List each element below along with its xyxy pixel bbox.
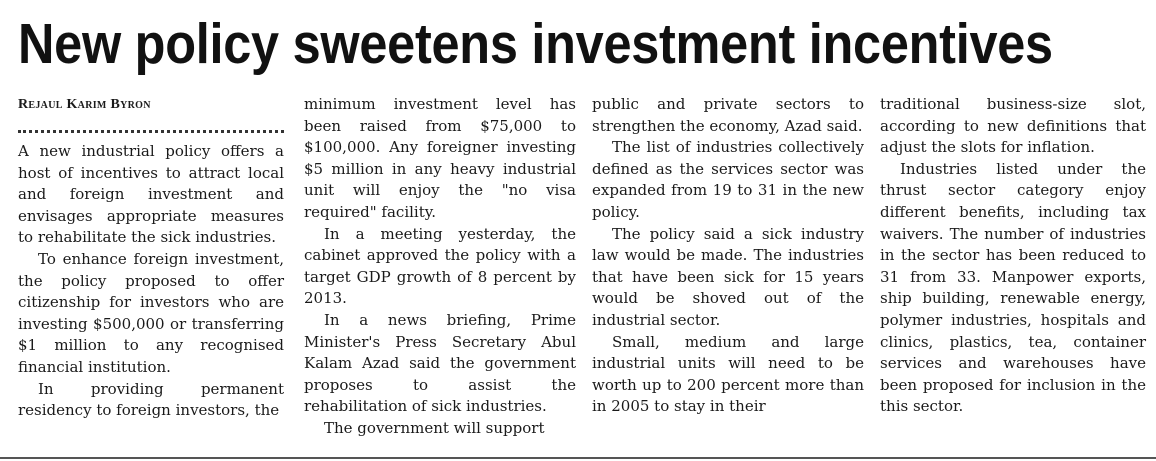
article-column-1 <box>18 141 284 422</box>
paragraph: A new industrial policy offers a host of incentives to attract local and foreign investment and envisages appropriate measures to rehabilitate the sick industries. <box>18 142 284 247</box>
paragraph: public and private sectors to strengthen the economy, Azad said. <box>592 95 864 135</box>
paragraph: minimum investment level has been raised from $75,000 to $100,000. Any foreigner investing $5 million in any heavy industrial unit will enjoy the "no visa required" facility. <box>304 95 576 221</box>
paragraph: In a meeting yesterday, the cabinet approved the policy with a target GDP growth of 8 percent by 2013. <box>304 224 576 308</box>
paragraph: Small, medium and large industrial units will need to be worth up to 200 percent more than in 2005 to stay in their <box>592 332 864 416</box>
paragraph: In a news briefing, Prime Minister's Press Secretary Abul Kalam Azad said the government proposes to assist the rehabilitation of sick industries. <box>304 310 576 416</box>
paragraph: The policy said a sick industry law would be made. The industries that have been sick for 15 years would be shoved out of the industrial sector. <box>592 224 864 329</box>
headline: New policy sweetens investment incentives <box>18 12 1053 76</box>
article-column-2 <box>304 94 576 440</box>
bottom-rule <box>0 457 1156 459</box>
paragraph: The government will support <box>324 418 545 437</box>
article-column-3 <box>592 94 864 418</box>
paragraph: traditional business-size slot, according to new definitions that adjust the slots for inflation. <box>880 95 1146 157</box>
paragraph: The list of industries collectively defined as the services sector was expanded from 19 to 31 in the new policy. <box>592 138 864 221</box>
article-column-4 <box>880 94 1146 418</box>
paragraph: To enhance foreign investment, the policy proposed to offer citizenship for investors who are investing $500,000 or transferring $1 million to any recognised financial institution. <box>18 249 284 376</box>
byline: Rejaul Karim Byron <box>18 97 151 112</box>
paragraph: In providing permanent residency to foreign investors, the <box>18 379 284 420</box>
paragraph: Industries listed under the thrust sector category enjoy different benefits, including tax waivers. The number of industries in the sector has been reduced to 31 from 33. Manpower exports, ship building, renewable energy, polymer industries, hospitals and clinics, plastics, tea, container services and warehouses have been proposed for inclusion in the this sector. <box>880 159 1146 416</box>
byline-divider <box>18 130 284 133</box>
